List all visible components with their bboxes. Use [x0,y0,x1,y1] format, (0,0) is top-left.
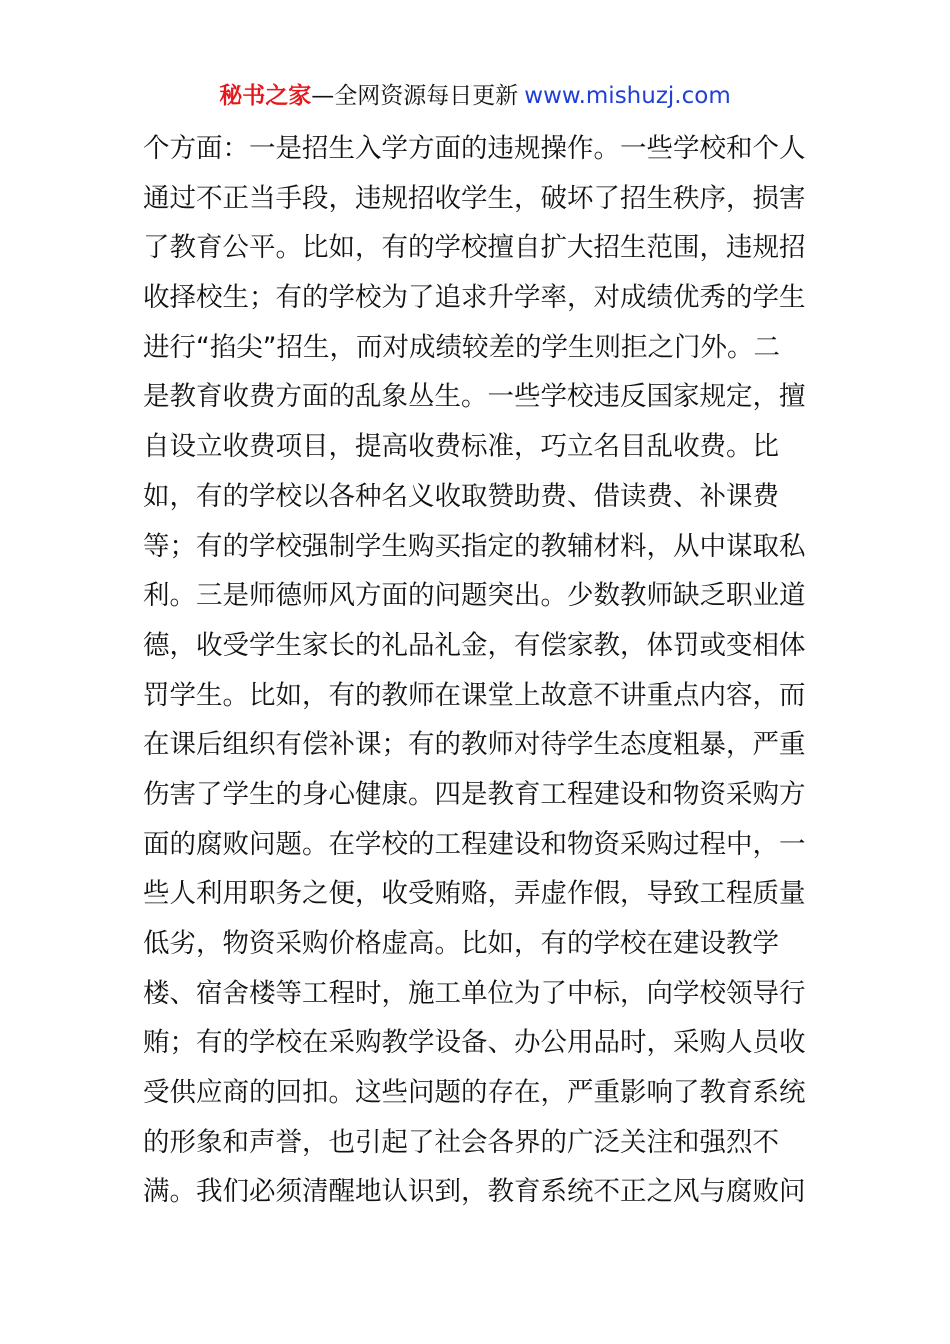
site-url-link[interactable]: www.mishuzj.com [524,83,731,109]
header-tagline: —全网资源每日更新 [311,83,519,109]
body-line: 楼、宿舍楼等工程时，施工单位为了中标，向学校领导行 [143,977,806,1009]
body-line: 满。我们必须清醒地认识到，教育系统不正之风与腐败问 [143,1176,806,1208]
body-line: 面的腐败问题。在学校的工程建设和物资采购过程中，一 [143,828,806,860]
body-line: 的形象和声誉，也引起了社会各界的广泛关注和强烈不 [143,1126,779,1158]
body-line: 自设立收费项目，提高收费标准，巧立名目乱收费。比 [143,431,779,463]
body-line: 收择校生；有的学校为了追求升学率，对成绩优秀的学生 [143,282,806,314]
body-line: 利。三是师德师风方面的问题突出。少数教师缺乏职业道 [143,580,806,612]
body-line: 些人利用职务之便，收受贿赂，弄虚作假，导致工程质量 [143,878,806,910]
body-line: 在课后组织有偿补课；有的教师对待学生态度粗暴，严重 [143,729,806,761]
body-line: 受供应商的回扣。这些问题的存在，严重影响了教育系统 [143,1077,806,1109]
document-body [143,124,807,1217]
body-line: 是教育收费方面的乱象丛生。一些学校违反国家规定，擅 [143,381,806,413]
body-line: 进行“掐尖”招生，而对成绩较差的学生则拒之门外。二 [143,331,780,363]
brand-name: 秘书之家 [219,83,312,109]
body-line: 如，有的学校以各种名义收取赞助费、借读费、补课费 [143,480,779,512]
body-line: 低劣，物资采购价格虚高。比如，有的学校在建设教学 [143,928,779,959]
body-line: 德，收受学生家长的礼品礼金，有偿家教，体罚或变相体 [143,629,806,661]
body-line: 了教育公平。比如，有的学校擅自扩大招生范围，违规招 [143,232,806,264]
body-line: 贿；有的学校在采购教学设备、办公用品时，采购人员收 [143,1027,806,1059]
body-line: 通过不正当手段，违规招收学生，破坏了招生秩序，损害 [143,182,806,214]
body-line: 个方面：一是招生入学方面的违规操作。一些学校和个人 [143,133,806,164]
body-line: 等；有的学校强制学生购买指定的教辅材料，从中谋取私 [143,530,806,562]
body-line: 罚学生。比如，有的教师在课堂上故意不讲重点内容，而 [143,679,806,711]
body-line: 伤害了学生的身心健康。四是教育工程建设和物资采购方 [143,778,806,810]
site-header [0,80,950,112]
